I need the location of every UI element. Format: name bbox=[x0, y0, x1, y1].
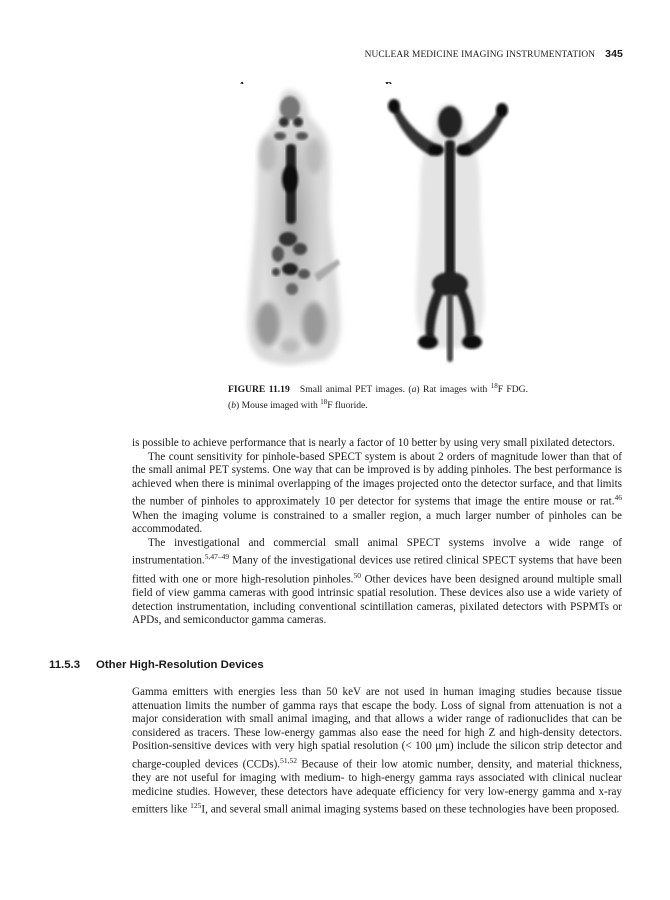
p3-text-b: Many of the investigational devices use retired clinical SPECT systems that have been fitted with one or more high-resolution pinholes. bbox=[132, 555, 622, 586]
paragraph-count-sensitivity bbox=[132, 451, 622, 537]
caption-text-1: Small animal PET images. ( bbox=[299, 384, 412, 396]
running-title: NUCLEAR MEDICINE IMAGING INSTRUMENTATION bbox=[364, 50, 596, 60]
rat-pet-image bbox=[228, 84, 358, 368]
p4-text-a: Gamma emitters with energies less than 50 keV are not used in human imaging studies because tissue attenuation limits the number of gamma rays that escape the body. Loss of signal from attenuation is not a major consideration with small animal imaging, and that allows a wider range of radionuclides that can be considered as tracers. These low-energy gammas also ease the need for high Z and high-density detectors. Position-sensitive devices with very high spatial resolution (< 100 μm) include the silicon strip detector and charge-coupled devices (CCDs). bbox=[132, 686, 622, 771]
section-title: Other High-Resolution Devices bbox=[96, 659, 264, 671]
p2-text-b: When the imaging volume is constrained to a smaller region, a much larger number of pinholes can be accommodated. bbox=[132, 509, 622, 536]
p4-text-c: I, and several small animal imaging systems based on these technologies have been proposed. bbox=[201, 804, 620, 817]
body-text-lower bbox=[132, 686, 622, 818]
paragraph-investigational bbox=[132, 537, 622, 628]
mouse-pet-image bbox=[380, 84, 520, 368]
p3-text-c: Other devices have been designed around multiple small field of view gamma cameras with good intrinsic spatial resolution. These devices also use a wide variety of detection instrumentation, including conventional scintillation cameras, pixilated detectors with PSPMTs or APDs, and semiconductor gamma cameras. bbox=[132, 573, 622, 627]
running-head bbox=[365, 48, 623, 60]
caption-text-4: ) Mouse imaged with bbox=[236, 400, 321, 412]
caption-text-2: ) Rat images with bbox=[416, 384, 491, 396]
caption-sup-2: 18 bbox=[320, 398, 328, 407]
p3-ref-1: 5,47–49 bbox=[204, 552, 230, 562]
caption-text-3: F FDG. ( bbox=[228, 384, 528, 412]
caption-b: b bbox=[231, 400, 236, 412]
section-heading bbox=[49, 659, 264, 671]
caption-text-5: F fluoride. bbox=[327, 400, 368, 412]
p4-text-b: Because of their low atomic number, density, and material thickness, they are not useful for imaging with medium- to high-energy gamma rays associated with clinical nuclear medicine studies. However, these detectors have adequate efficiency for very low-energy gamma and x-ray emitters like bbox=[132, 758, 622, 817]
p3-text-a: The investigational and commercial small animal SPECT systems involve a wide range of instrumentation. bbox=[132, 536, 622, 568]
p4-sup-125: 125 bbox=[190, 801, 202, 811]
p4-ref: 51,52 bbox=[280, 755, 297, 765]
page-number: 345 bbox=[605, 48, 623, 60]
figure-number: FIGURE 11.19 bbox=[228, 384, 290, 396]
paragraph-gamma-emitters bbox=[132, 686, 622, 818]
p2-ref: 46 bbox=[614, 493, 622, 503]
section-number: 11.5.3 bbox=[49, 659, 81, 671]
figure-caption bbox=[228, 380, 528, 412]
p3-ref-2: 50 bbox=[353, 570, 361, 580]
caption-sup-1: 18 bbox=[490, 382, 498, 390]
p2-text-a: The count sensitivity for pinhole-based SPECT system is about 2 orders of magnitude lower than that of the small animal PET systems. One way that can be improved is by adding pinholes. The best performance is achieved when there is minimal overlapping of the images projected onto the detector surface, and that limits the number of pinholes to approximately 10 per detector for systems that image the entire mouse or rat. bbox=[132, 450, 622, 509]
figure-11-19 bbox=[228, 80, 528, 370]
caption-a: a bbox=[411, 384, 417, 396]
body-text-upper bbox=[132, 437, 622, 628]
paragraph-continued: is possible to achieve performance that is nearly a factor of 10 better by using very small pixilated detectors. bbox=[132, 437, 615, 449]
